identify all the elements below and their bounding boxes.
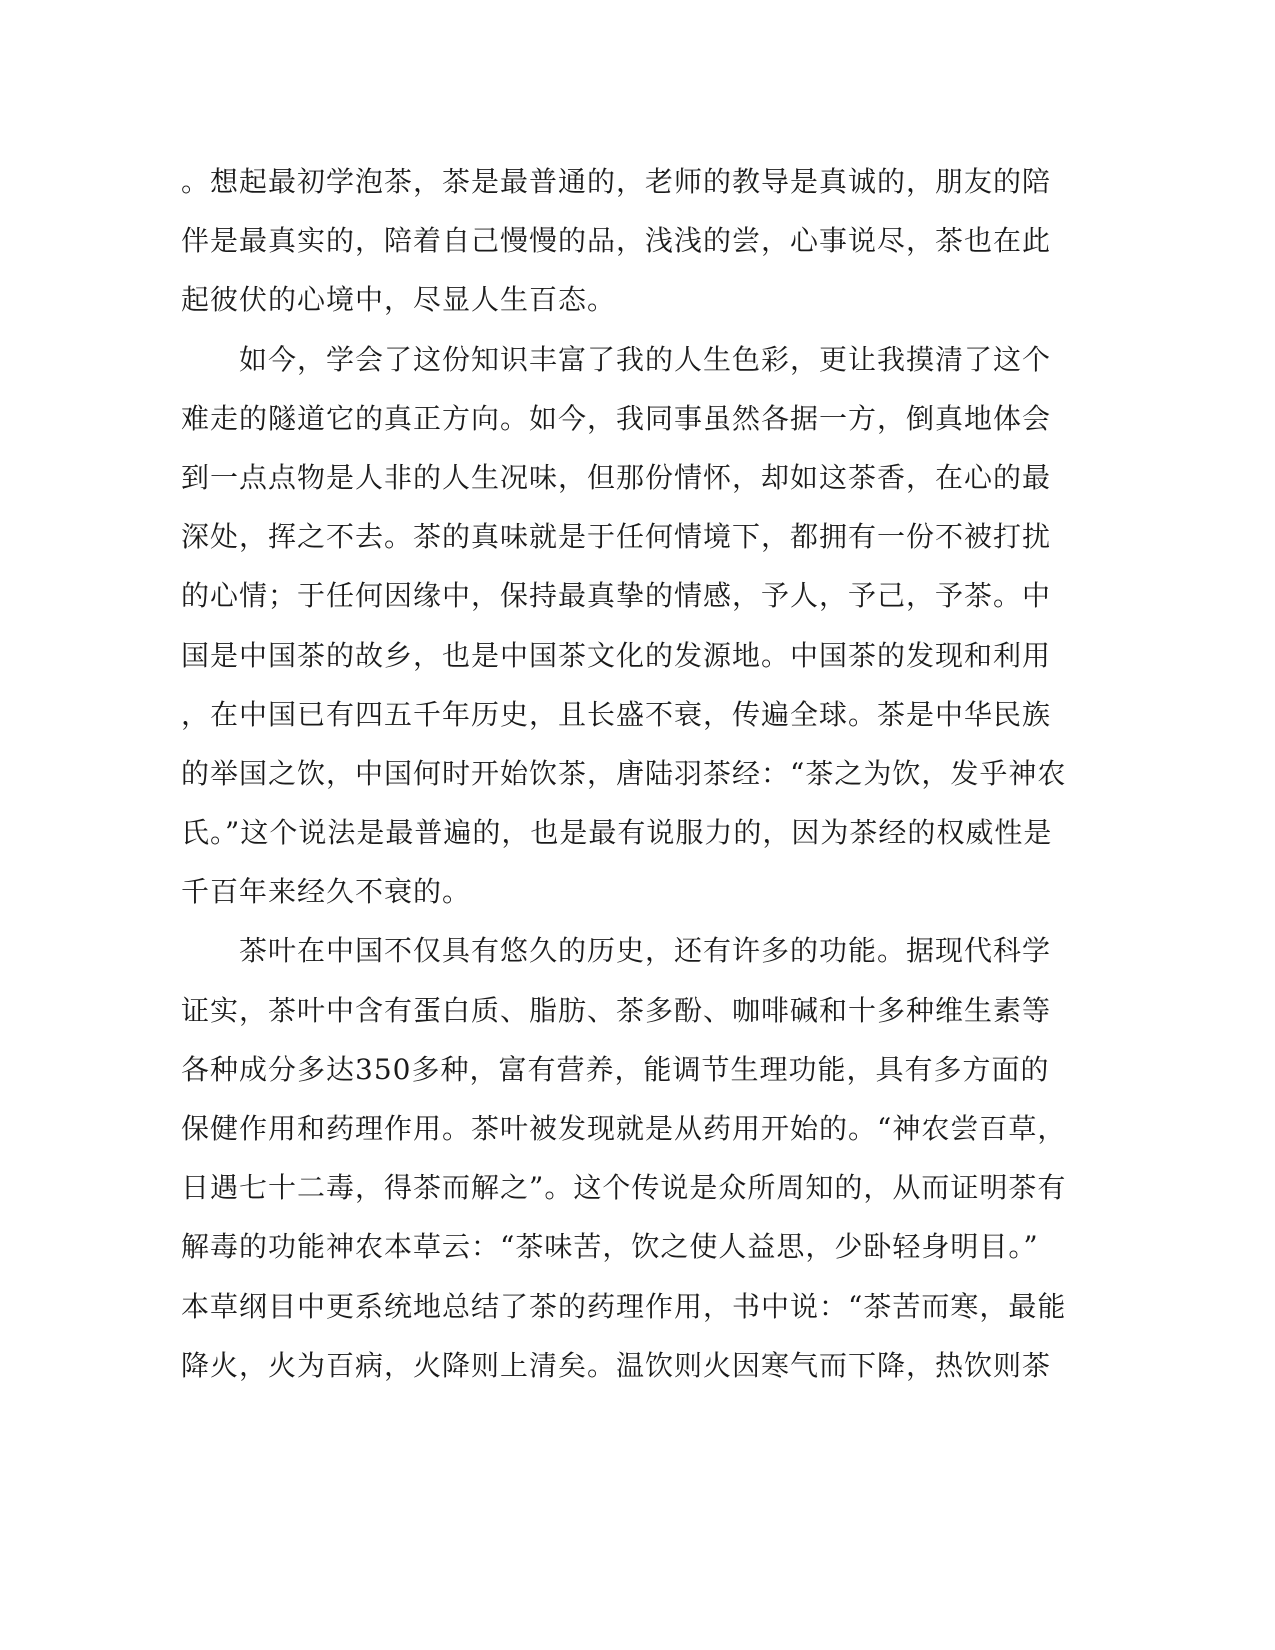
text-line: 伴是最真实的，陪着自己慢慢的品，浅浅的尝，心事说尽，茶也在此 xyxy=(181,224,1052,258)
text-line: 日遇七十二毒，得茶而解之”。这个传说是众所周知的，从而证明茶有 xyxy=(181,1171,1067,1205)
text-line: 茶叶在中国不仅具有悠久的历史，还有许多的功能。据现代科学 xyxy=(181,934,1052,968)
text-line: 保健作用和药理作用。茶叶被发现就是从药用开始的。“神农尝百草， xyxy=(181,1112,1067,1145)
text-line: 降火，火为百病，火降则上清矣。温饮则火因寒气而下降，热饮则茶 xyxy=(181,1348,1052,1382)
text-line: 各种成分多达350多种，富有营养，能调节生理功能，具有多方面的 xyxy=(181,1052,1050,1086)
text-line: 解毒的功能神农本草云：“茶味苦，饮之使人益思，少卧轻身明目。” xyxy=(181,1230,1039,1264)
text-line: 国是中国茶的故乡，也是中国茶文化的发源地。中国茶的发现和利用 xyxy=(181,638,1052,672)
text-line: ，在中国已有四五千年历史，且长盛不衰，传遍全球。茶是中华民族 xyxy=(181,697,1052,731)
text-line: 本草纲目中更系统地总结了茶的药理作用，书中说：“茶苦而寒，最能 xyxy=(181,1289,1067,1323)
body-text xyxy=(181,160,1067,1403)
text-line: 到一点点物是人非的人生况味，但那份情怀，却如这茶香，在心的最 xyxy=(181,460,1052,494)
text-line: 氏。”这个说法是最普遍的，也是最有说服力的，因为茶经的权威性是 xyxy=(181,816,1053,850)
text-line: 证实，茶叶中含有蛋白质、脂肪、茶多酚、咖啡碱和十多种维生素等 xyxy=(181,993,1052,1027)
text-line: 如今，学会了这份知识丰富了我的人生色彩，更让我摸清了这个 xyxy=(181,342,1052,376)
text-line: 。想起最初学泡茶，茶是最普通的，老师的教导是真诚的，朋友的陪 xyxy=(181,165,1052,198)
text-line: 难走的隧道它的真正方向。如今，我同事虽然各据一方，倒真地体会 xyxy=(181,401,1052,435)
text-line: 深处，挥之不去。茶的真味就是于任何情境下，都拥有一份不被打扰 xyxy=(181,520,1052,554)
text-line: 起彼伏的心境中，尽显人生百态。 xyxy=(181,283,617,317)
text-line: 千百年来经久不衰的。 xyxy=(181,875,472,909)
text-line: 的举国之饮，中国何时开始饮茶，唐陆羽茶经：“茶之为饮，发乎神农 xyxy=(181,756,1067,790)
text-line: 的心情；于任何因缘中，保持最真挚的情感，予人，予己，予茶。中 xyxy=(181,579,1052,613)
